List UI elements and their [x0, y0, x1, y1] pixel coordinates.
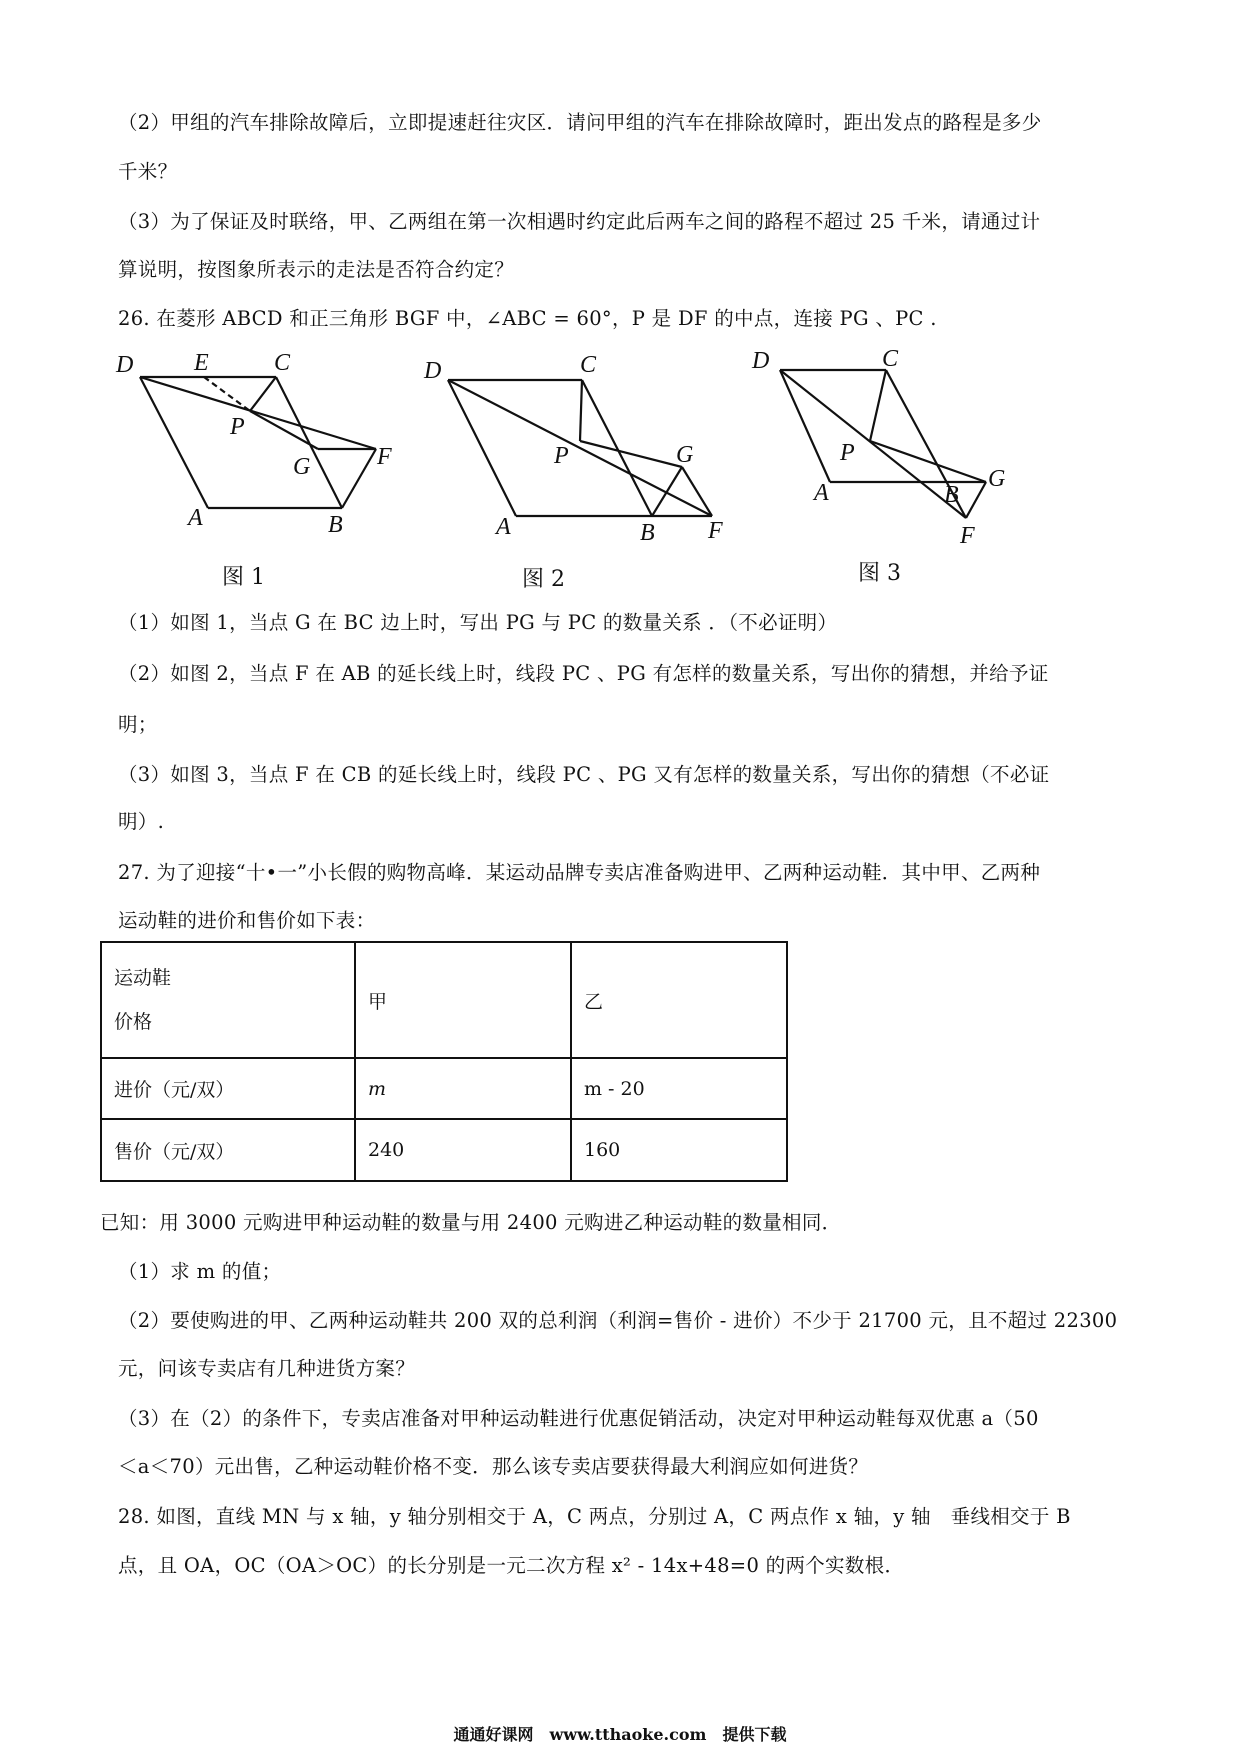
page-footer: 通通好课网 www.tthaoke.com 提供下载: [453, 1725, 787, 1744]
label-A: A: [814, 480, 829, 506]
cell-sale-yi: 160: [571, 1119, 787, 1181]
q28-line1: 28. 如图，直线 MN 与 x 轴，y 轴分别相交于 A，C 两点，分别过 A，C 两点作 x 轴，y 轴 垂线相交于 B: [118, 1505, 1071, 1528]
edge-CB: [582, 380, 652, 516]
q27-stem-line1: 27. 为了迎接“十•一”小长假的购物高峰．某运动品牌专卖店准备购进甲、乙两种运动鞋．其中甲、乙两种: [118, 861, 1041, 884]
row-label-cost: 进价（元/双）: [101, 1058, 355, 1119]
q26-part2-line2: 明；: [118, 713, 158, 736]
cell-cost-jia: m: [355, 1058, 571, 1119]
label-B: B: [328, 512, 343, 538]
edge-EP-dashed: [204, 377, 250, 411]
edge-PG: [580, 441, 682, 467]
header-jia: 甲: [355, 942, 571, 1058]
q26-part3-line1: （3）如图 3，当点 F 在 CB 的延长线上时，线段 PC 、PG 又有怎样的数量关系，写出你的猜想（不必证: [118, 763, 1050, 786]
label-D: D: [752, 348, 770, 374]
figure-2: [420, 345, 730, 545]
q27-part3-line2: ＜a＜70）元出售，乙种运动鞋价格不变．那么该专卖店要获得最大利润应如何进货？: [118, 1455, 869, 1478]
label-F: F: [708, 518, 723, 544]
label-P: P: [554, 443, 569, 469]
edge-FB: [342, 449, 376, 508]
edge-DF: [448, 380, 712, 516]
label-F: F: [377, 444, 392, 470]
edge-PC: [870, 370, 886, 441]
table-header-corner: [101, 942, 355, 1058]
label-C: C: [882, 346, 899, 372]
edge-PG: [250, 411, 318, 449]
header-yi: 乙: [571, 942, 787, 1058]
edge-DA: [780, 370, 830, 482]
q25-part3-line2: 算说明，按图象所表示的走法是否符合约定？: [118, 258, 515, 281]
edge-DF: [780, 370, 966, 518]
label-D: D: [116, 352, 134, 378]
q26-part2-line1: （2）如图 2，当点 F 在 AB 的延长线上时，线段 PC 、PG 有怎样的数量关系，写出你的猜想，并给予证: [118, 662, 1049, 685]
q27-stem-line2: 运动鞋的进价和售价如下表：: [118, 909, 376, 932]
q27-part3-line1: （3）在（2）的条件下，专卖店准备对甲种运动鞋进行优惠促销活动，决定对甲种运动鞋每双优惠 a（50: [118, 1407, 1039, 1430]
label-G: G: [988, 466, 1006, 492]
edge-DA: [140, 377, 208, 508]
label-P: P: [230, 414, 245, 440]
cell-sale-jia: 240: [355, 1119, 571, 1181]
q27-part2-line2: 元，问该专卖店有几种进货方案？: [118, 1357, 416, 1380]
figure-1: [110, 340, 410, 540]
table-header-row: [101, 942, 787, 1058]
label-B: B: [944, 482, 959, 508]
table-row: [101, 1058, 787, 1119]
label-C: C: [274, 350, 291, 376]
q26-part3-line2: 明）.: [118, 810, 165, 833]
q25-part2-line2: 千米？: [118, 160, 178, 183]
figure-3-caption: 图 3: [858, 561, 901, 586]
edge-CB: [276, 377, 342, 508]
figure-1-caption: 图 1: [222, 565, 265, 590]
edge-PC: [580, 380, 582, 441]
table-row: [101, 1119, 787, 1181]
label-E: E: [194, 350, 209, 376]
q27-part1: （1）求 m 的值；: [118, 1260, 282, 1283]
cell-cost-yi: m - 20: [571, 1058, 787, 1119]
q25-part2-line1: （2）甲组的汽车排除故障后，立即提速赶往灾区．请问甲组的汽车在排除故障时，距出发点的路程是多少: [118, 111, 1042, 134]
q27-known: 已知：用 3000 元购进甲种运动鞋的数量与用 2400 元购进乙种运动鞋的数量相同．: [100, 1211, 842, 1234]
label-F: F: [960, 523, 975, 549]
row-label-sale: 售价（元/双）: [101, 1119, 355, 1181]
edge-PC: [250, 377, 276, 411]
q28-line2: 点，且 OA，OC（OA＞OC）的长分别是一元二次方程 x² - 14x+48=0 的两个实数根．: [118, 1554, 905, 1577]
header-shoe-label: 运动鞋: [114, 967, 172, 989]
label-G: G: [676, 442, 694, 468]
label-B: B: [640, 520, 655, 545]
label-C: C: [580, 352, 597, 378]
q27-part2-line1: （2）要使购进的甲、乙两种运动鞋共 200 双的总利润（利润=售价 - 进价）不少于 21700 元，且不超过 22300: [118, 1309, 1118, 1332]
edge-GF: [966, 482, 986, 518]
label-G: G: [293, 454, 311, 480]
figure-3: [745, 345, 1015, 550]
header-price-label: 价格: [114, 1011, 153, 1033]
edge-BG: [652, 467, 682, 516]
label-A: A: [496, 514, 511, 540]
label-D: D: [424, 358, 442, 384]
price-table: [100, 941, 788, 1182]
q25-part3-line1: （3）为了保证及时联络，甲、乙两组在第一次相遇时约定此后两车之间的路程不超过 25 千米，请通过计: [118, 210, 1041, 233]
edge-DA: [448, 380, 516, 516]
label-P: P: [840, 440, 855, 466]
q26-part1: （1）如图 1，当点 G 在 BC 边上时，写出 PG 与 PC 的数量关系 ．（不必证明）: [118, 611, 838, 634]
q26-stem: 26. 在菱形 ABCD 和正三角形 BGF 中，∠ABC = 60°，P 是 DF 的中点，连接 PG 、PC .: [118, 307, 937, 330]
label-A: A: [188, 505, 203, 531]
edge-DF: [140, 377, 376, 449]
figure-2-caption: 图 2: [522, 567, 565, 592]
